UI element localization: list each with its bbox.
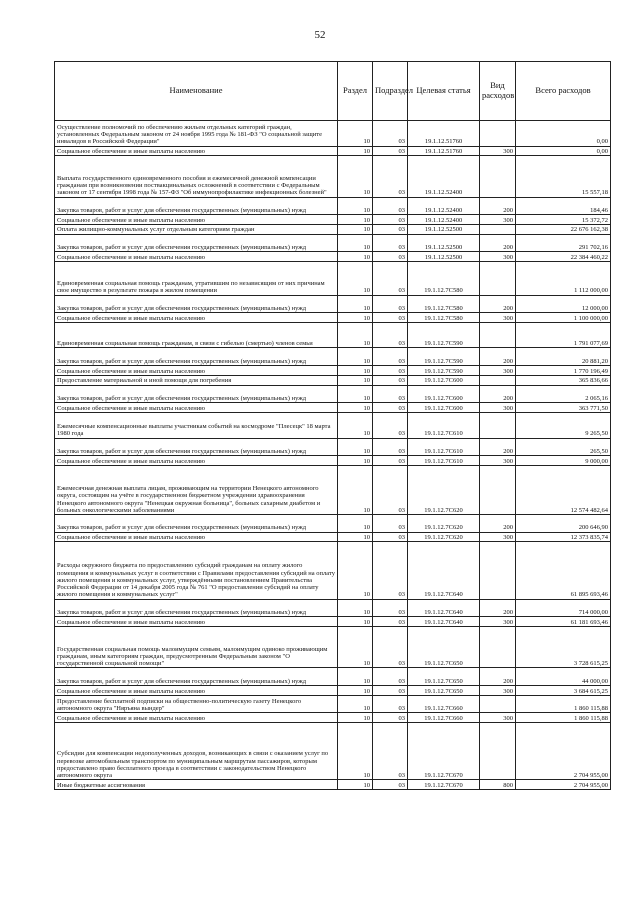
cell-total: 200 646,90	[516, 515, 611, 533]
table-row	[55, 465, 611, 514]
header-kind: Вид расходов	[480, 62, 516, 121]
cell-subsection: 03	[373, 617, 408, 627]
cell-target: 19.1.12.7С600	[408, 385, 480, 403]
cell-subsection: 03	[373, 225, 408, 235]
cell-target: 19.1.12.7С640	[408, 617, 480, 627]
cell-total: 44 000,00	[516, 668, 611, 686]
cell-name: Социальное обеспечение и иные выплаты населению	[55, 532, 338, 542]
cell-name: Социальное обеспечение и иные выплаты населению	[55, 617, 338, 627]
cell-target: 19.1.12.7С610	[408, 438, 480, 456]
cell-target: 19.1.12.7С580	[408, 295, 480, 313]
cell-total: 184,46	[516, 197, 611, 215]
table-row	[55, 686, 611, 696]
cell-section: 10	[338, 146, 373, 156]
cell-target: 19.1.12.52500	[408, 234, 480, 252]
table-row	[55, 695, 611, 713]
cell-name: Единовременная социальная помощь гражданам, в связи с гибелью (смертью) членов семьи	[55, 322, 338, 348]
cell-subsection: 03	[373, 723, 408, 780]
cell-subsection: 03	[373, 375, 408, 385]
cell-subsection: 03	[373, 385, 408, 403]
cell-name: Закупка товаров, работ и услуг для обеспечения государственных (муниципальных) нужд	[55, 599, 338, 617]
cell-total: 3 728 615,25	[516, 627, 611, 668]
cell-section: 10	[338, 515, 373, 533]
cell-name: Осуществление полномочий по обеспечению жильем отдельных категорий граждан, установленных Федеральным законом от 24 ноября 1995 года № 181-ФЗ "О социальной защите инвалидов в Российской Федерации"	[55, 121, 338, 147]
cell-section: 10	[338, 313, 373, 323]
table-row	[55, 215, 611, 225]
table-row	[55, 197, 611, 215]
table-row	[55, 668, 611, 686]
cell-target: 19.1.12.52400	[408, 215, 480, 225]
cell-name: Закупка товаров, работ и услуг для обеспечения государственных (муниципальных) нужд	[55, 295, 338, 313]
table-row	[55, 403, 611, 413]
cell-target: 19.1.12.7С670	[408, 780, 480, 790]
cell-subsection: 03	[373, 686, 408, 696]
cell-total: 1 112 000,00	[516, 262, 611, 295]
table-row	[55, 412, 611, 438]
table-row	[55, 295, 611, 313]
page-number: 52	[314, 29, 326, 41]
cell-target: 19.1.12.7С620	[408, 532, 480, 542]
cell-kind: 200	[480, 599, 516, 617]
cell-target: 19.1.12.7С650	[408, 686, 480, 696]
table-row	[55, 366, 611, 376]
cell-section: 10	[338, 375, 373, 385]
cell-target: 19.1.12.7С620	[408, 515, 480, 533]
budget-table	[54, 61, 611, 790]
cell-target: 19.1.12.7С660	[408, 713, 480, 723]
cell-kind: 200	[480, 295, 516, 313]
cell-section: 10	[338, 695, 373, 713]
table-row	[55, 348, 611, 366]
cell-name: Закупка товаров, работ и услуг для обеспечения государственных (муниципальных) нужд	[55, 197, 338, 215]
cell-target: 19.1.12.7С580	[408, 262, 480, 295]
table-row	[55, 322, 611, 348]
cell-kind	[480, 695, 516, 713]
cell-kind: 300	[480, 532, 516, 542]
cell-total: 15 372,72	[516, 215, 611, 225]
cell-total: 2 065,16	[516, 385, 611, 403]
cell-total: 22 676 162,38	[516, 225, 611, 235]
cell-name: Социальное обеспечение и иные выплаты населению	[55, 252, 338, 262]
table-row	[55, 713, 611, 723]
cell-section: 10	[338, 723, 373, 780]
cell-section: 10	[338, 348, 373, 366]
cell-subsection: 03	[373, 252, 408, 262]
cell-target: 19.1.12.52500	[408, 225, 480, 235]
cell-section: 10	[338, 532, 373, 542]
cell-total: 20 881,20	[516, 348, 611, 366]
cell-subsection: 03	[373, 412, 408, 438]
cell-section: 10	[338, 686, 373, 696]
cell-total: 363 771,50	[516, 403, 611, 413]
cell-kind: 200	[480, 197, 516, 215]
cell-target: 19.1.12.7С640	[408, 542, 480, 599]
table-row	[55, 121, 611, 147]
cell-kind: 200	[480, 348, 516, 366]
cell-subsection: 03	[373, 215, 408, 225]
cell-name: Предоставление бесплатной подписки на общественно-политическую газету Ненецкого автономного округа "Няръяна вындер"	[55, 695, 338, 713]
cell-target: 19.1.12.7С590	[408, 366, 480, 376]
cell-name: Социальное обеспечение и иные выплаты населению	[55, 403, 338, 413]
cell-section: 10	[338, 542, 373, 599]
cell-section: 10	[338, 438, 373, 456]
cell-subsection: 03	[373, 456, 408, 466]
table-row	[55, 599, 611, 617]
cell-section: 10	[338, 617, 373, 627]
header-section: Раздел	[338, 62, 373, 121]
cell-subsection: 03	[373, 668, 408, 686]
cell-total: 291 702,16	[516, 234, 611, 252]
table-row	[55, 617, 611, 627]
cell-kind: 300	[480, 366, 516, 376]
cell-total: 0,00	[516, 121, 611, 147]
cell-subsection: 03	[373, 403, 408, 413]
cell-total: 1 770 196,49	[516, 366, 611, 376]
cell-name: Социальное обеспечение и иные выплаты населению	[55, 686, 338, 696]
cell-subsection: 03	[373, 197, 408, 215]
cell-total: 15 557,18	[516, 156, 611, 197]
cell-kind: 300	[480, 215, 516, 225]
cell-section: 10	[338, 668, 373, 686]
cell-kind: 300	[480, 252, 516, 262]
cell-section: 10	[338, 366, 373, 376]
cell-total: 2 704 955,00	[516, 723, 611, 780]
cell-target: 19.1.12.7С670	[408, 723, 480, 780]
cell-kind	[480, 542, 516, 599]
cell-name: Оплата жилищно-коммунальных услуг отдельным категориям граждан	[55, 225, 338, 235]
cell-section: 10	[338, 385, 373, 403]
cell-name: Закупка товаров, работ и услуг для обеспечения государственных (муниципальных) нужд	[55, 348, 338, 366]
cell-kind: 300	[480, 403, 516, 413]
cell-name: Закупка товаров, работ и услуг для обеспечения государственных (муниципальных) нужд	[55, 385, 338, 403]
cell-total: 365 836,66	[516, 375, 611, 385]
cell-section: 10	[338, 252, 373, 262]
cell-subsection: 03	[373, 713, 408, 723]
cell-kind	[480, 375, 516, 385]
cell-name: Субсидии для компенсации недополученных доходов, возникающих в связи с оказанием услуг по перевозке автомобильным транспортом по муниципальным маршрутам пассажиров, которым предоставлено право бесплатного проезда в соответствии с законодательством Ненецкого автономного округа	[55, 723, 338, 780]
cell-target: 19.1.12.7С600	[408, 375, 480, 385]
cell-subsection: 03	[373, 322, 408, 348]
cell-section: 10	[338, 197, 373, 215]
cell-name: Иные бюджетные ассигнования	[55, 780, 338, 790]
table-row	[55, 262, 611, 295]
cell-section: 10	[338, 262, 373, 295]
cell-kind: 800	[480, 780, 516, 790]
cell-name: Социальное обеспечение и иные выплаты населению	[55, 215, 338, 225]
cell-subsection: 03	[373, 295, 408, 313]
cell-target: 19.1.12.51760	[408, 121, 480, 147]
cell-section: 10	[338, 234, 373, 252]
cell-section: 10	[338, 225, 373, 235]
cell-name: Ежемесячные компенсационные выплаты участникам событий на космодроме "Плесецк" 18 марта 1980 года	[55, 412, 338, 438]
table-row	[55, 542, 611, 599]
cell-section: 10	[338, 713, 373, 723]
table-row	[55, 156, 611, 197]
cell-kind	[480, 322, 516, 348]
header-target: Целевая статья	[408, 62, 480, 121]
cell-kind	[480, 627, 516, 668]
table-row	[55, 375, 611, 385]
cell-name: Закупка товаров, работ и услуг для обеспечения государственных (муниципальных) нужд	[55, 438, 338, 456]
cell-section: 10	[338, 599, 373, 617]
cell-target: 19.1.12.52500	[408, 252, 480, 262]
cell-kind	[480, 412, 516, 438]
cell-name: Социальное обеспечение и иные выплаты населению	[55, 366, 338, 376]
cell-total: 1 860 115,88	[516, 695, 611, 713]
cell-section: 10	[338, 215, 373, 225]
cell-section: 10	[338, 780, 373, 790]
cell-kind: 300	[480, 686, 516, 696]
cell-subsection: 03	[373, 313, 408, 323]
cell-kind	[480, 262, 516, 295]
cell-target: 19.1.12.7С640	[408, 599, 480, 617]
cell-total: 2 704 955,00	[516, 780, 611, 790]
cell-section: 10	[338, 456, 373, 466]
cell-section: 10	[338, 403, 373, 413]
cell-name: Расходы окружного бюджета по предоставлению субсидий гражданам на оплату жилого помещения и коммунальных услуг в соответствии с Правилами предоставления субсидий на оплату жилого помещения и коммунальных услуг, утверждёнными постановлением Правительства Российской Федерации от 14 декабря 2005 года № 761 "О предоставлении субсидий на оплату жилого помещения и коммунальных услуг"	[55, 542, 338, 599]
cell-kind	[480, 156, 516, 197]
cell-target: 19.1.12.7С580	[408, 313, 480, 323]
cell-kind	[480, 225, 516, 235]
cell-kind	[480, 723, 516, 780]
cell-subsection: 03	[373, 348, 408, 366]
cell-kind	[480, 121, 516, 147]
cell-subsection: 03	[373, 438, 408, 456]
table-row	[55, 780, 611, 790]
table-row	[55, 313, 611, 323]
cell-name: Социальное обеспечение и иные выплаты населению	[55, 713, 338, 723]
cell-subsection: 03	[373, 156, 408, 197]
cell-name: Государственная социальная помощь малоимущим семьям, малоимущим одиноко проживающим гражданам, иным категориям граждан, предусмотренным Федеральным законом "О государственной социальной помощи"	[55, 627, 338, 668]
cell-subsection: 03	[373, 146, 408, 156]
cell-subsection: 03	[373, 695, 408, 713]
table-body	[55, 121, 611, 790]
cell-subsection: 03	[373, 515, 408, 533]
cell-section: 10	[338, 156, 373, 197]
cell-target: 19.1.12.52400	[408, 197, 480, 215]
cell-target: 19.1.12.7С620	[408, 465, 480, 514]
cell-section: 10	[338, 465, 373, 514]
cell-name: Социальное обеспечение и иные выплаты населению	[55, 146, 338, 156]
cell-total: 1 791 077,69	[516, 322, 611, 348]
cell-target: 19.1.12.7С650	[408, 627, 480, 668]
cell-total: 61 181 693,46	[516, 617, 611, 627]
table-row	[55, 438, 611, 456]
cell-subsection: 03	[373, 532, 408, 542]
cell-kind	[480, 465, 516, 514]
cell-subsection: 03	[373, 542, 408, 599]
cell-name: Социальное обеспечение и иные выплаты населению	[55, 313, 338, 323]
cell-kind: 300	[480, 713, 516, 723]
cell-kind: 300	[480, 456, 516, 466]
cell-target: 19.1.12.7С610	[408, 456, 480, 466]
cell-name: Ежемесячная денежная выплата лицам, проживающим на территории Ненецкого автономного округа, состоящим на учёте в государственном бюджетном учреждении здравоохранения Ненецкого автономного округа "Ненецкая окружная больница", больных сахарным диабетом и больных онкологическими заболеваниями	[55, 465, 338, 514]
cell-total: 265,50	[516, 438, 611, 456]
cell-target: 19.1.12.7С660	[408, 695, 480, 713]
cell-name: Выплата государственного единовременного пособия и ежемесячной денежной компенсации гражданам при возникновении поствакцинальных осложнений в соответствии с Федеральным законом от 17 сентября 1998 года № 157-ФЗ "Об иммунопрофилактике инфекционных болезней"	[55, 156, 338, 197]
table-row	[55, 723, 611, 780]
cell-total: 22 384 460,22	[516, 252, 611, 262]
cell-section: 10	[338, 627, 373, 668]
cell-total: 1 100 000,00	[516, 313, 611, 323]
cell-total: 1 860 115,88	[516, 713, 611, 723]
cell-total: 3 684 615,25	[516, 686, 611, 696]
cell-section: 10	[338, 322, 373, 348]
cell-total: 9 000,00	[516, 456, 611, 466]
table-row	[55, 252, 611, 262]
cell-total: 714 000,00	[516, 599, 611, 617]
cell-total: 9 265,50	[516, 412, 611, 438]
cell-name: Единовременная социальная помощь гражданам, утратившим по независящим от них причинам свое имущество в результате пожара в жилом помещении	[55, 262, 338, 295]
cell-total: 0,00	[516, 146, 611, 156]
cell-total: 12 574 482,64	[516, 465, 611, 514]
cell-target: 19.1.12.7С600	[408, 403, 480, 413]
table-header-row	[55, 62, 611, 121]
cell-section: 10	[338, 295, 373, 313]
cell-kind: 200	[480, 385, 516, 403]
cell-target: 19.1.12.7С590	[408, 322, 480, 348]
cell-total: 61 895 693,46	[516, 542, 611, 599]
cell-name: Предоставление материальной и иной помощи для погребения	[55, 375, 338, 385]
table-row	[55, 627, 611, 668]
cell-name: Закупка товаров, работ и услуг для обеспечения государственных (муниципальных) нужд	[55, 668, 338, 686]
cell-kind: 200	[480, 515, 516, 533]
cell-subsection: 03	[373, 366, 408, 376]
cell-name: Социальное обеспечение и иные выплаты населению	[55, 456, 338, 466]
cell-subsection: 03	[373, 599, 408, 617]
cell-subsection: 03	[373, 627, 408, 668]
cell-subsection: 03	[373, 780, 408, 790]
table-row	[55, 146, 611, 156]
cell-kind: 200	[480, 234, 516, 252]
cell-subsection: 03	[373, 262, 408, 295]
table-row	[55, 385, 611, 403]
header-subsection: Подраздел	[373, 62, 408, 121]
table-row	[55, 225, 611, 235]
cell-total: 12 000,00	[516, 295, 611, 313]
table-row	[55, 515, 611, 533]
cell-subsection: 03	[373, 465, 408, 514]
cell-target: 19.1.12.51760	[408, 146, 480, 156]
cell-name: Закупка товаров, работ и услуг для обеспечения государственных (муниципальных) нужд	[55, 234, 338, 252]
cell-kind: 300	[480, 146, 516, 156]
cell-total: 12 373 835,74	[516, 532, 611, 542]
cell-kind: 300	[480, 313, 516, 323]
table-row	[55, 456, 611, 466]
cell-name: Закупка товаров, работ и услуг для обеспечения государственных (муниципальных) нужд	[55, 515, 338, 533]
header-total: Всего расходов	[516, 62, 611, 121]
cell-target: 19.1.12.7С590	[408, 348, 480, 366]
cell-target: 19.1.12.7С650	[408, 668, 480, 686]
cell-subsection: 03	[373, 234, 408, 252]
cell-subsection: 03	[373, 121, 408, 147]
header-name: Наименование	[55, 62, 338, 121]
cell-kind: 300	[480, 617, 516, 627]
cell-section: 10	[338, 121, 373, 147]
cell-target: 19.1.12.52400	[408, 156, 480, 197]
cell-target: 19.1.12.7С610	[408, 412, 480, 438]
cell-kind: 200	[480, 668, 516, 686]
table-row	[55, 234, 611, 252]
cell-kind: 200	[480, 438, 516, 456]
table-row	[55, 532, 611, 542]
cell-section: 10	[338, 412, 373, 438]
